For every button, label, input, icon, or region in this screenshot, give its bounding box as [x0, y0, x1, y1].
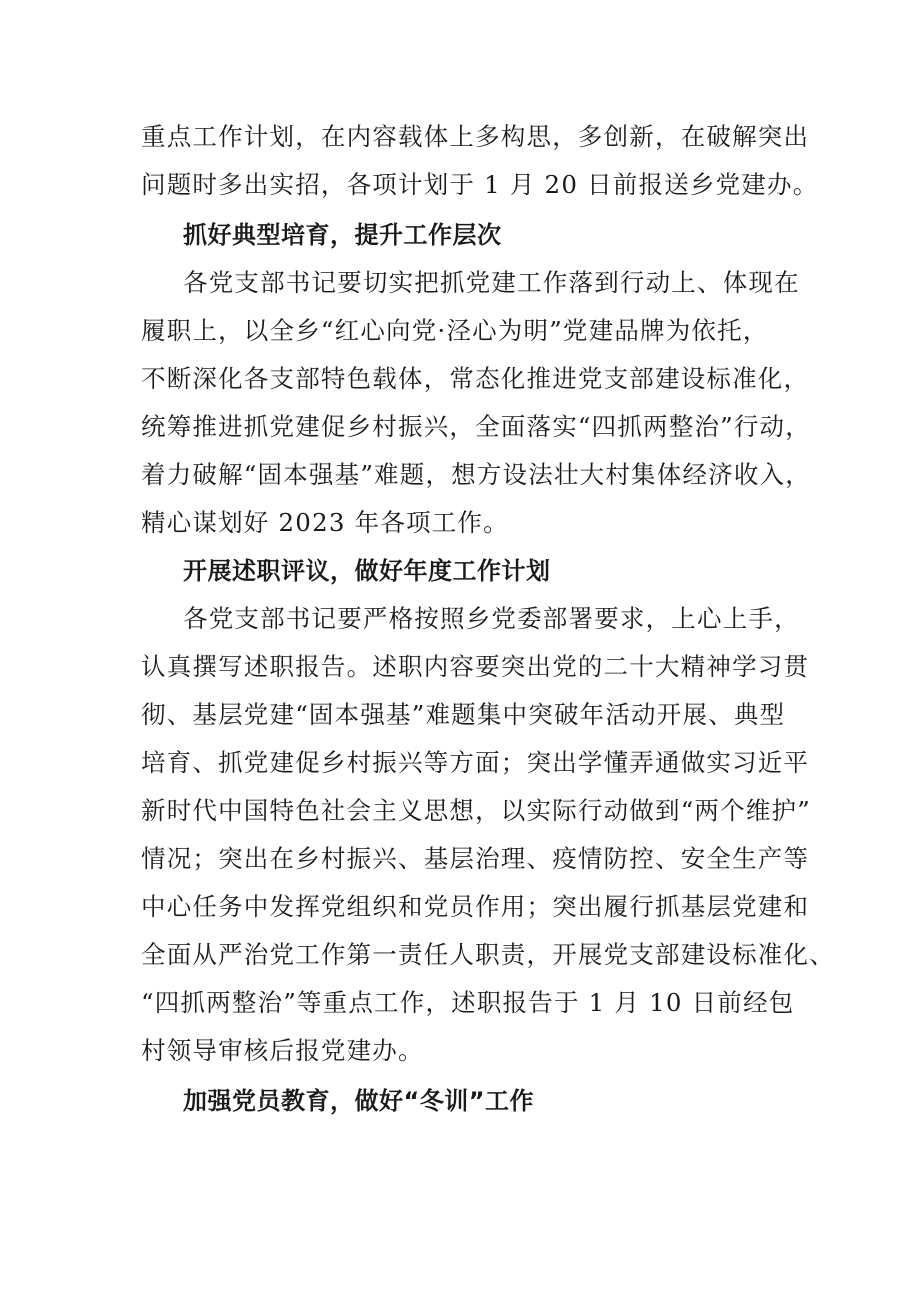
paragraph-line: 重点工作计划，在内容载体上多构思，多创新，在破解突出 [141, 122, 810, 151]
paragraph-line: 情况；突出在乡村振兴、基层治理、疫情防控、安全生产等 [141, 844, 810, 873]
paragraph-line: 彻、基层党建“固本强基”难题集中突破年活动开展、典型 [141, 700, 786, 729]
paragraph-line: 问题时多出实招，各项计划于 1 月 20 日前报送乡党建办。 [141, 170, 819, 199]
paragraph-line: 不断深化各支部特色载体，常态化推进党支部建设标准化， [141, 364, 810, 393]
paragraph-line: 着力破解“固本强基”难题，想方设法壮大村集体经济收入， [141, 460, 811, 489]
paragraph-line: 统筹推进抓党建促乡村振兴，全面落实“四抓两整治”行动， [141, 412, 811, 441]
paragraph-line: 全面从严治党工作第一责任人职责，开展党支部建设标准化、 [141, 940, 835, 969]
paragraph-line: 村领导审核后报党建办。 [141, 1036, 424, 1065]
paragraph-line: 履职上，以全乡“红心向党·泾心为明”党建品牌为依托， [141, 316, 769, 345]
section-heading: 开展述职评议，做好年度工作计划 [183, 557, 551, 585]
paragraph-line: 新时代中国特色社会主义思想，以实际行动做到“两个维护” [141, 796, 811, 825]
section-heading: 加强党员教育，做好“冬训”工作 [183, 1087, 535, 1115]
paragraph-line: “四抓两整治”等重点工作，述职报告于 1 月 10 日前经包 [141, 988, 795, 1017]
paragraph-line: 精心谋划好 2023 年各项工作。 [141, 508, 509, 537]
section-heading: 抓好典型培育，提升工作层次 [183, 221, 502, 249]
paragraph-line: 各党支部书记要切实把抓党建工作落到行动上、体现在 [183, 268, 800, 297]
paragraph-line: 认真撰写述职报告。述职内容要突出党的二十大精神学习贯 [141, 652, 810, 681]
paragraph-line: 培育、抓党建促乡村振兴等方面；突出学懂弄通做实习近平 [141, 748, 810, 777]
paragraph-line: 各党支部书记要严格按照乡党委部署要求，上心上手， [183, 604, 800, 633]
paragraph-line: 中心任务中发挥党组织和党员作用；突出履行抓基层党建和 [141, 892, 810, 921]
